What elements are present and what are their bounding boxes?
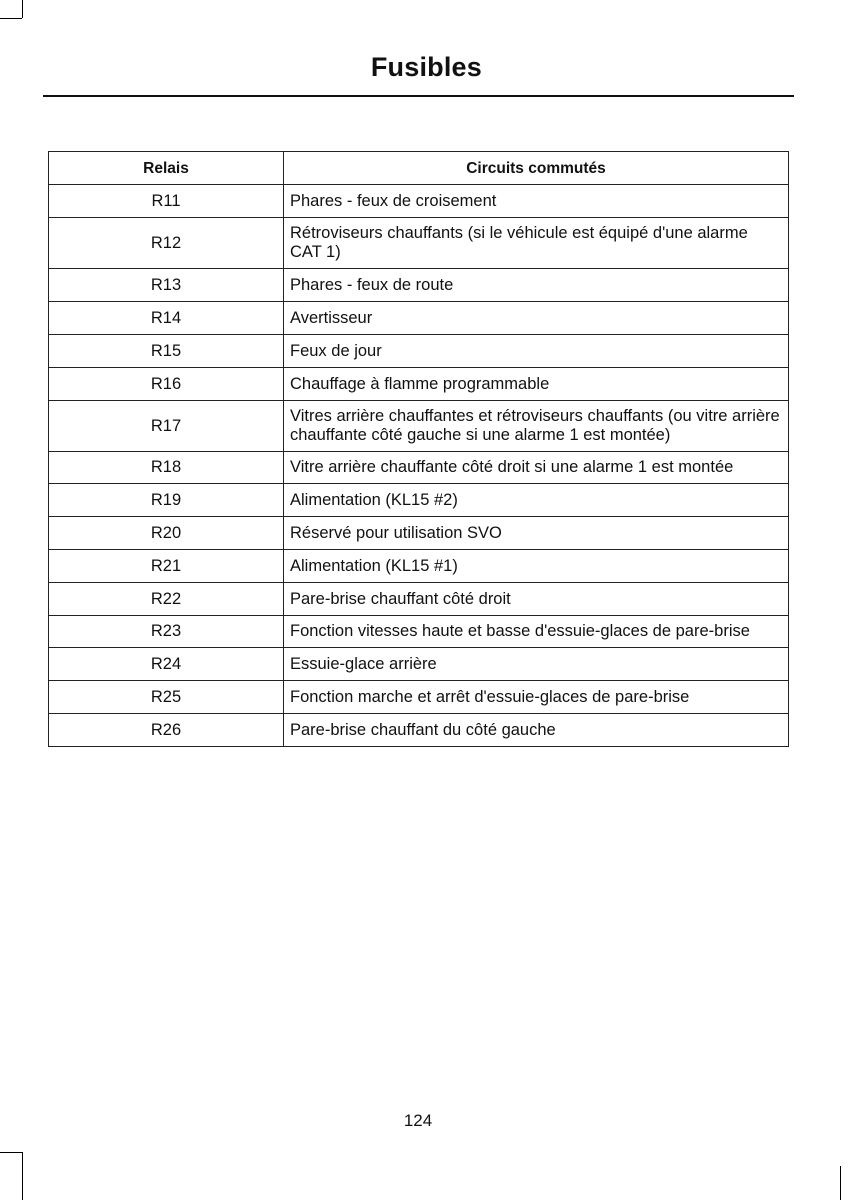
relay-cell: R22	[49, 583, 284, 616]
table-row	[49, 681, 789, 714]
table-row	[49, 302, 789, 335]
relay-cell: R12	[49, 218, 284, 269]
relay-cell: R16	[49, 368, 284, 401]
table-row	[49, 269, 789, 302]
table-row	[49, 218, 789, 269]
circuit-cell: Fonction marche et arrêt d'essuie-glaces de pare-brise	[284, 681, 789, 714]
table-row	[49, 185, 789, 218]
crop-mark-bottom-left-v	[22, 1152, 23, 1200]
circuit-cell: Phares - feux de route	[284, 269, 789, 302]
circuit-cell: Fonction vitesses haute et basse d'essuie-glaces de pare-brise	[284, 616, 789, 648]
circuit-cell: Pare-brise chauffant du côté gauche	[284, 714, 789, 747]
circuit-cell: Rétroviseurs chauffants (si le véhicule est équipé d'une alarme CAT 1)	[284, 218, 789, 269]
table-row	[49, 583, 789, 616]
relay-cell: R23	[49, 616, 284, 648]
crop-mark-top-left-h	[0, 18, 22, 19]
circuit-cell: Feux de jour	[284, 335, 789, 368]
relay-cell: R21	[49, 550, 284, 583]
relay-cell: R24	[49, 648, 284, 681]
table-row	[49, 550, 789, 583]
circuit-cell: Phares - feux de croisement	[284, 185, 789, 218]
relay-cell: R11	[49, 185, 284, 218]
table-row	[49, 714, 789, 747]
title-rule	[43, 95, 794, 97]
circuit-cell: Vitres arrière chauffantes et rétroviseurs chauffants (ou vitre arrière chauffante côté gauche si une alarme 1 est montée)	[284, 401, 789, 452]
table-row	[49, 484, 789, 517]
table-header-row	[49, 152, 789, 185]
table-row	[49, 452, 789, 484]
relay-cell: R20	[49, 517, 284, 550]
circuit-cell: Essuie-glace arrière	[284, 648, 789, 681]
circuit-cell: Alimentation (KL15 #2)	[284, 484, 789, 517]
circuit-cell: Alimentation (KL15 #1)	[284, 550, 789, 583]
crop-mark-bottom-left-h	[0, 1152, 22, 1153]
table-row	[49, 401, 789, 452]
page-number: 124	[403, 1111, 433, 1130]
table-row	[49, 335, 789, 368]
table-row	[49, 648, 789, 681]
relay-cell: R25	[49, 681, 284, 714]
relay-cell: R13	[49, 269, 284, 302]
crop-mark-bottom-right-v	[840, 1166, 841, 1200]
relay-cell: R15	[49, 335, 284, 368]
crop-mark-top-left-v	[22, 0, 23, 18]
relay-cell: R26	[49, 714, 284, 747]
relay-cell: R18	[49, 452, 284, 484]
relay-cell: R14	[49, 302, 284, 335]
page-title	[0, 52, 836, 83]
table-row	[49, 616, 789, 648]
page-title-text: Fusibles	[370, 52, 482, 82]
circuit-cell: Pare-brise chauffant côté droit	[284, 583, 789, 616]
relay-cell: R19	[49, 484, 284, 517]
circuit-cell: Réservé pour utilisation SVO	[284, 517, 789, 550]
circuit-cell: Avertisseur	[284, 302, 789, 335]
table-row	[49, 368, 789, 401]
column-header-circuits: Circuits commutés	[284, 152, 789, 185]
column-header-relay: Relais	[49, 152, 284, 185]
circuit-cell: Vitre arrière chauffante côté droit si une alarme 1 est montée	[284, 452, 789, 484]
table-row	[49, 517, 789, 550]
circuit-cell: Chauffage à flamme programmable	[284, 368, 789, 401]
relay-cell: R17	[49, 401, 284, 452]
relay-table	[48, 151, 789, 747]
